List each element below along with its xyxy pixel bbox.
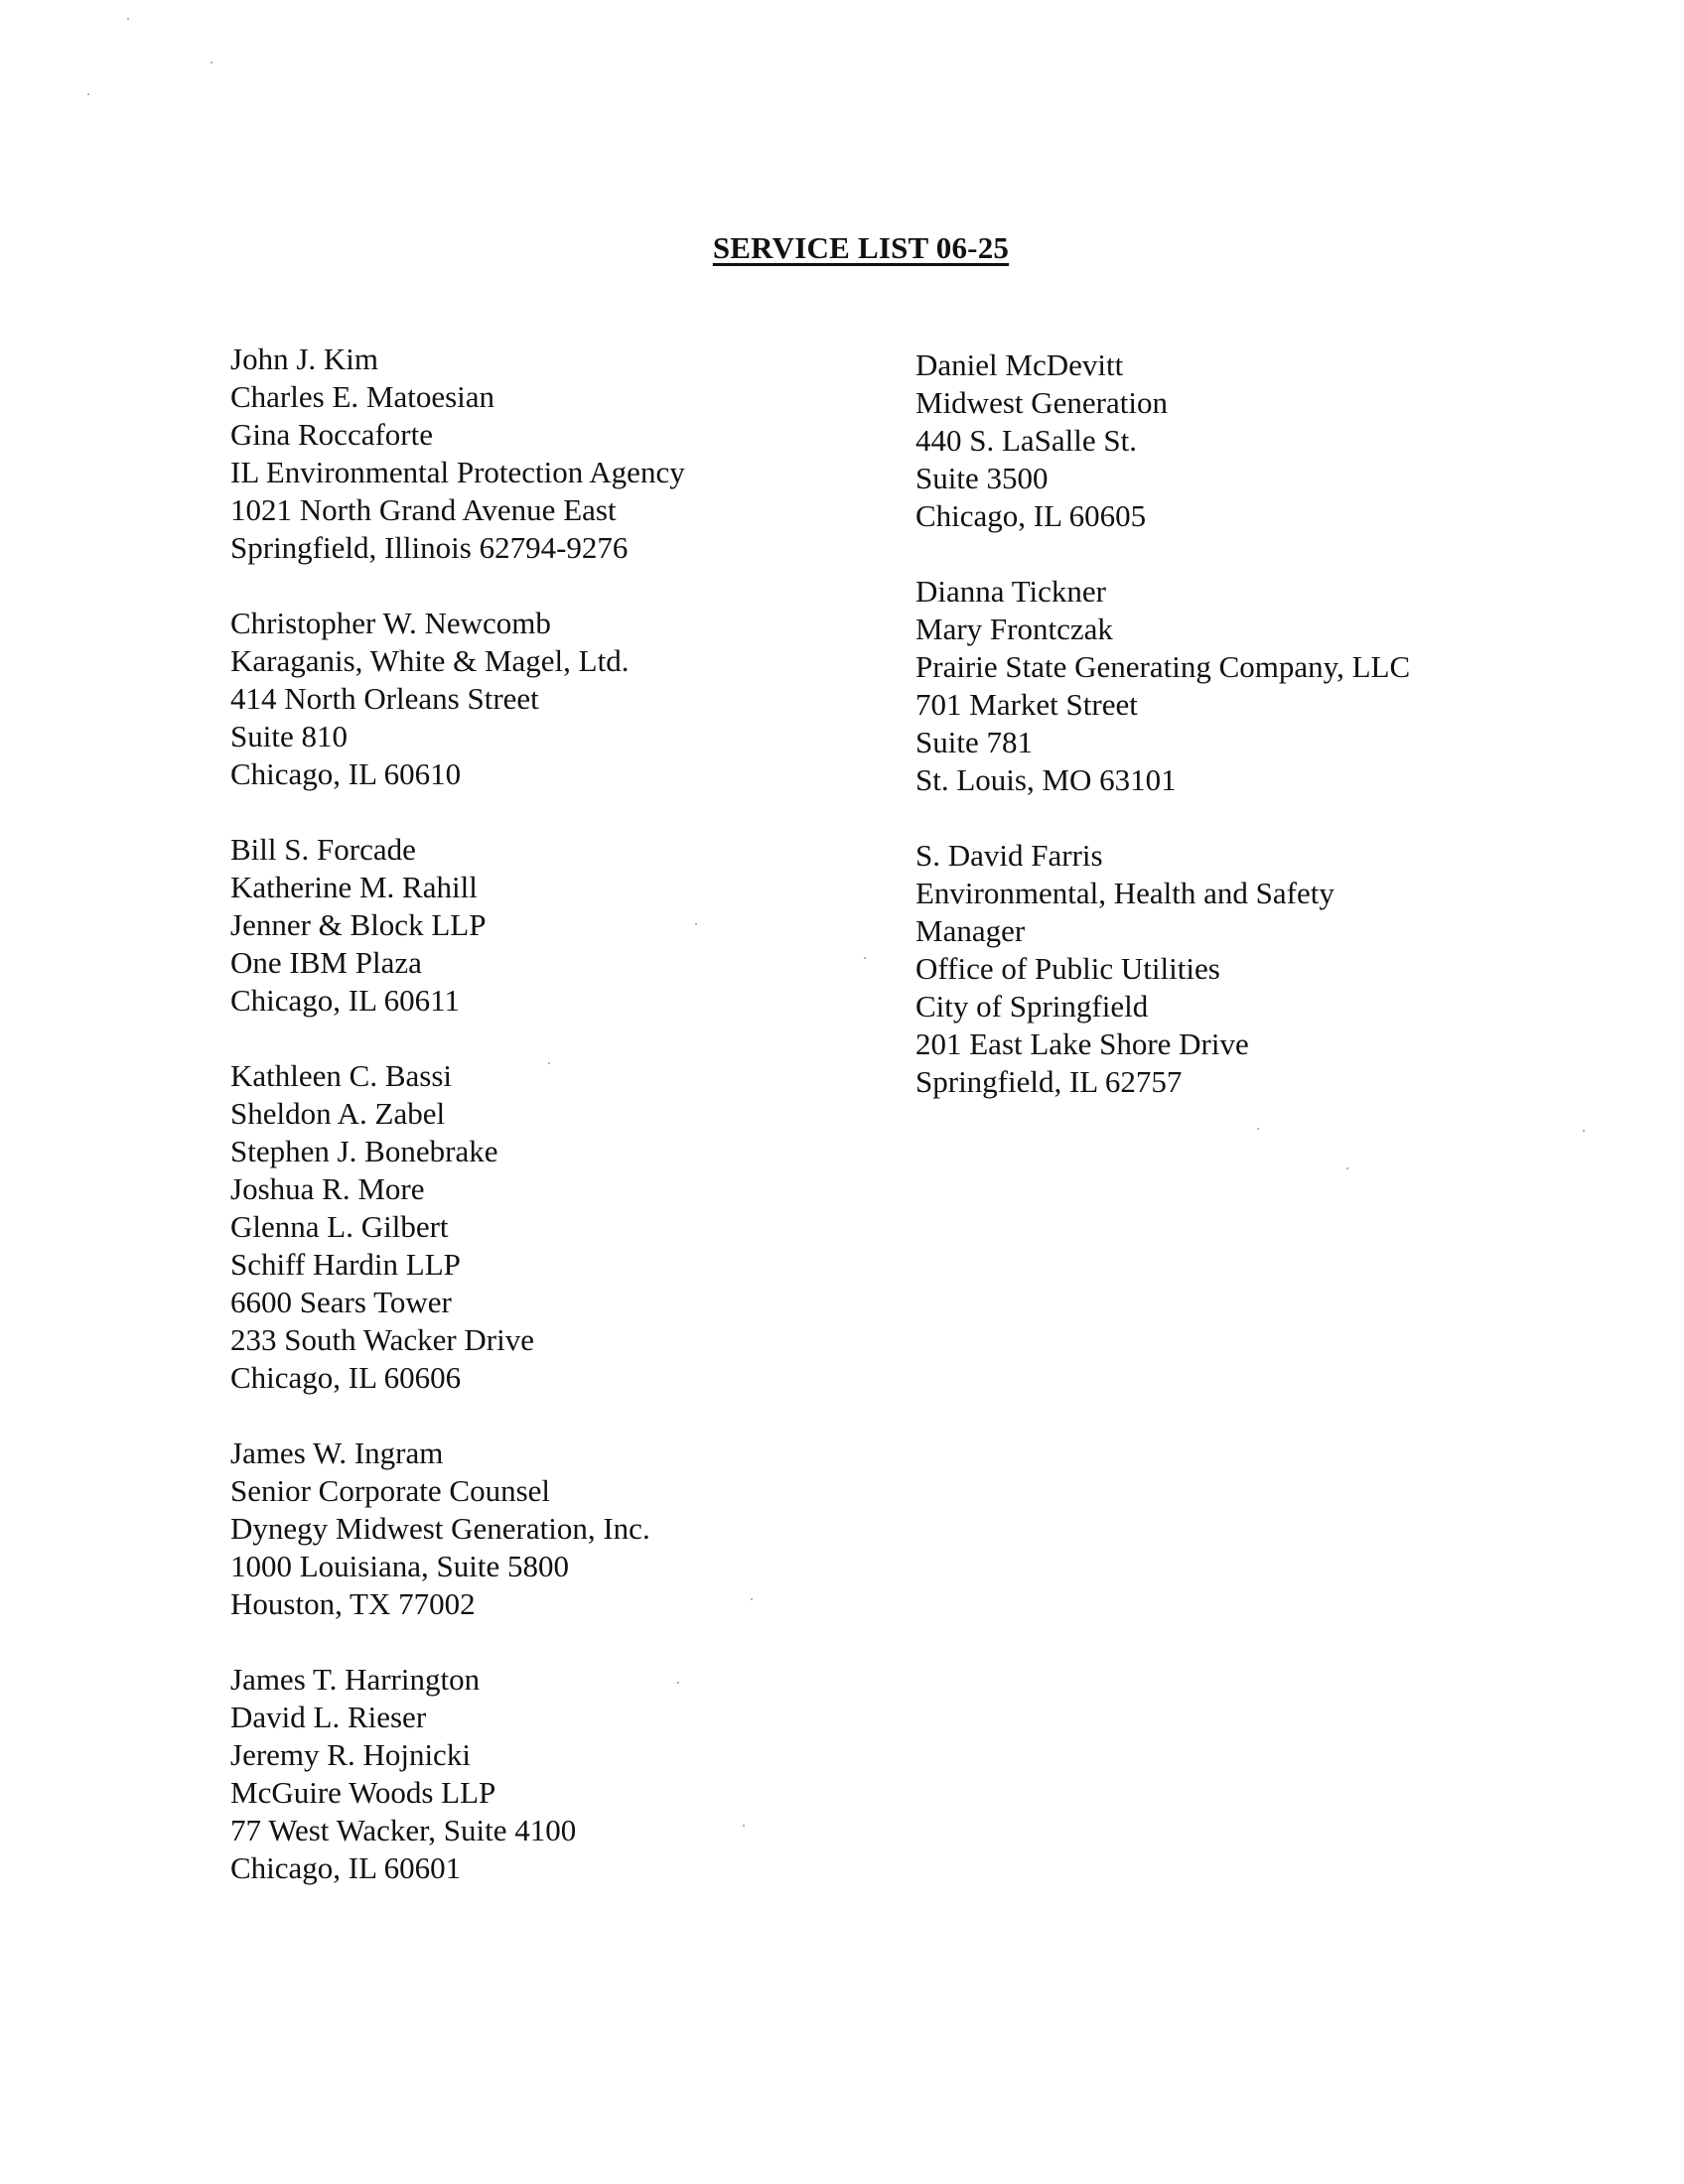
scan-speck: [751, 1598, 753, 1600]
address-block: [230, 1434, 846, 1623]
address-line: Environmental, Health and Safety: [915, 876, 1334, 910]
scan-speck: [695, 923, 697, 925]
address-line: Chicago, IL 60605: [915, 498, 1147, 533]
address-line: Kathleen C. Bassi: [230, 1058, 452, 1093]
scan-speck: [743, 1825, 745, 1827]
left-column: [230, 341, 846, 1887]
address-line: David L. Rieser: [230, 1700, 427, 1734]
address-line: Chicago, IL 60610: [230, 756, 462, 791]
address-line: Springfield, IL 62757: [915, 1064, 1183, 1099]
address-line: Glenna L. Gilbert: [230, 1209, 449, 1244]
address-line: 77 West Wacker, Suite 4100: [230, 1813, 577, 1847]
scan-speck: [210, 62, 212, 64]
address-block: [230, 1057, 846, 1397]
address-line: Manager: [915, 913, 1026, 948]
page-title: SERVICE LIST 06-25: [712, 230, 1010, 265]
address-block: [915, 837, 1650, 1101]
address-line: 233 South Wacker Drive: [230, 1322, 535, 1357]
scan-speck: [548, 1062, 550, 1064]
scan-speck: [87, 93, 89, 95]
address-line: 1000 Louisiana, Suite 5800: [230, 1549, 569, 1583]
address-line: Gina Roccaforte: [230, 417, 433, 452]
address-line: John J. Kim: [230, 341, 378, 376]
address-line: Daniel McDevitt: [915, 347, 1124, 382]
address-line: 201 East Lake Shore Drive: [915, 1026, 1249, 1061]
address-line: IL Environmental Protection Agency: [230, 455, 685, 489]
address-line: Christopher W. Newcomb: [230, 606, 551, 640]
address-line: Springfield, Illinois 62794-9276: [230, 530, 629, 565]
address-line: Stephen J. Bonebrake: [230, 1134, 498, 1168]
address-line: Houston, TX 77002: [230, 1586, 476, 1621]
address-line: Suite 3500: [915, 461, 1049, 495]
address-line: Chicago, IL 60601: [230, 1850, 462, 1885]
address-line: Schiff Hardin LLP: [230, 1247, 461, 1282]
address-line: One IBM Plaza: [230, 945, 422, 980]
address-line: Midwest Generation: [915, 385, 1168, 420]
entry-gap: [230, 567, 846, 605]
address-line: City of Springfield: [915, 989, 1149, 1024]
address-line: Dynegy Midwest Generation, Inc.: [230, 1511, 650, 1546]
address-line: Chicago, IL 60611: [230, 983, 461, 1018]
address-line: 440 S. LaSalle St.: [915, 423, 1138, 458]
address-line: Office of Public Utilities: [915, 951, 1220, 986]
address-line: Senior Corporate Counsel: [230, 1473, 551, 1508]
address-line: James T. Harrington: [230, 1662, 481, 1697]
entry-gap: [915, 799, 1650, 837]
address-block: [915, 346, 1650, 535]
entry-gap: [230, 1020, 846, 1057]
scan-speck: [1583, 1130, 1585, 1132]
scan-speck: [864, 957, 866, 959]
scan-speck: [1257, 1128, 1259, 1130]
entry-gap: [230, 1623, 846, 1661]
address-line: Katherine M. Rahill: [230, 870, 478, 904]
scan-speck: [127, 18, 129, 20]
address-line: 6600 Sears Tower: [230, 1285, 452, 1319]
address-line: S. David Farris: [915, 838, 1103, 873]
address-line: Charles E. Matoesian: [230, 379, 495, 414]
address-block: [230, 341, 846, 567]
address-line: 701 Market Street: [915, 687, 1138, 722]
address-line: Chicago, IL 60606: [230, 1360, 462, 1395]
entry-gap: [230, 1397, 846, 1434]
address-line: St. Louis, MO 63101: [915, 762, 1177, 797]
address-line: Bill S. Forcade: [230, 832, 416, 867]
address-line: Prairie State Generating Company, LLC: [915, 649, 1411, 684]
right-column: [915, 346, 1650, 1101]
entry-gap: [230, 793, 846, 831]
address-block: [230, 605, 846, 793]
address-line: James W. Ingram: [230, 1435, 444, 1470]
address-line: McGuire Woods LLP: [230, 1775, 496, 1810]
address-line: Suite 810: [230, 719, 348, 753]
scan-speck: [677, 1682, 679, 1684]
address-block: [230, 1661, 846, 1887]
address-block: [915, 573, 1650, 799]
address-line: Dianna Tickner: [915, 574, 1107, 609]
scan-speck: [1346, 1167, 1348, 1169]
address-line: Sheldon A. Zabel: [230, 1096, 446, 1131]
address-line: Jenner & Block LLP: [230, 907, 487, 942]
entry-gap: [915, 535, 1650, 573]
address-block: [230, 831, 846, 1020]
address-line: 1021 North Grand Avenue East: [230, 492, 617, 527]
address-line: Jeremy R. Hojnicki: [230, 1737, 471, 1772]
address-line: Karaganis, White & Magel, Ltd.: [230, 643, 630, 678]
address-line: Mary Frontczak: [915, 612, 1113, 646]
address-line: Joshua R. More: [230, 1171, 425, 1206]
address-line: Suite 781: [915, 725, 1033, 759]
address-line: 414 North Orleans Street: [230, 681, 539, 716]
